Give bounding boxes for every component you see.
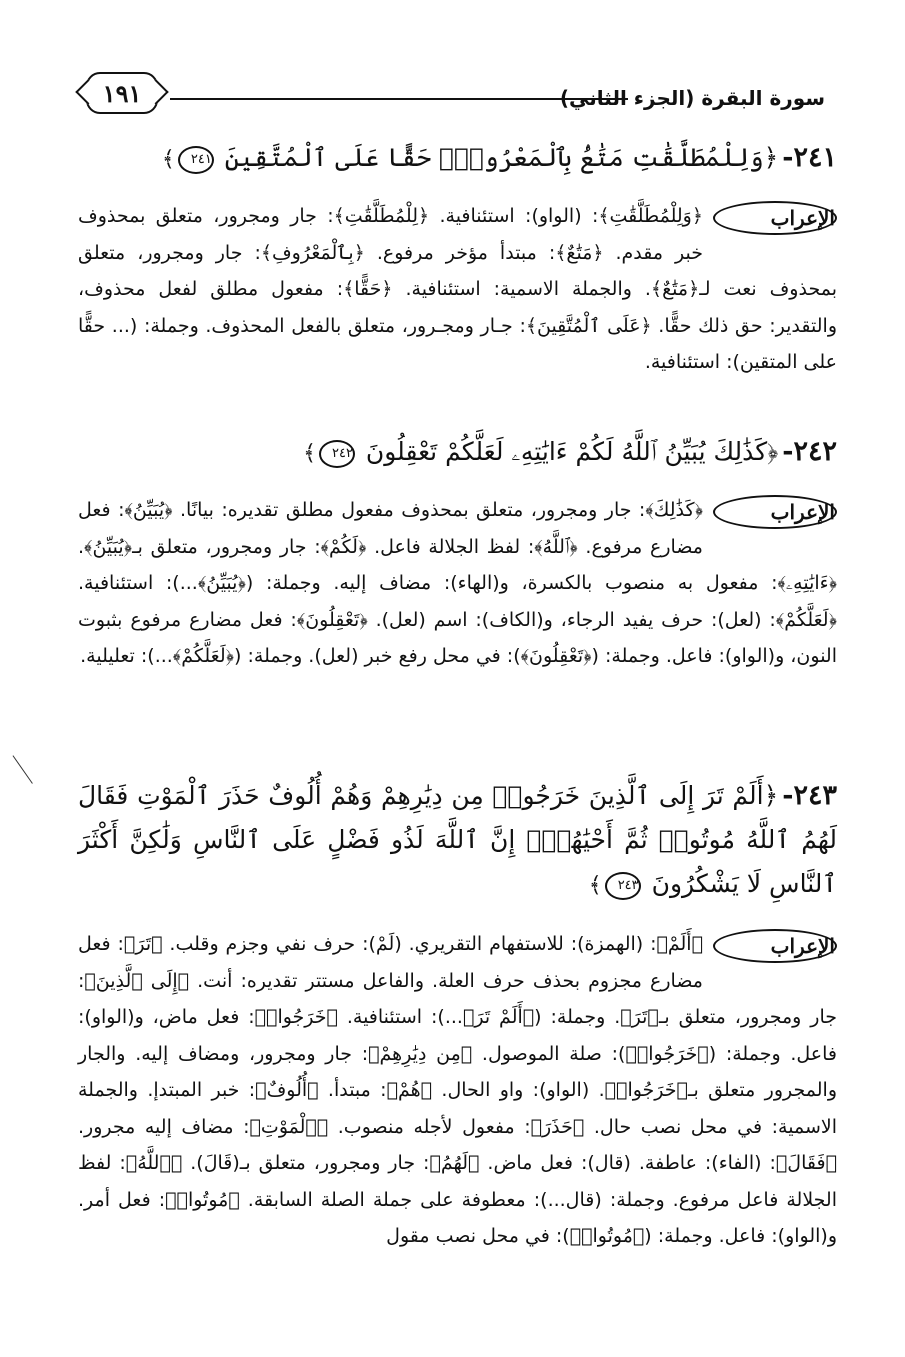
irab-block-243 [78, 926, 837, 1255]
verse-text: ﴿أَلَمْ تَرَ إِلَى ٱلَّذِينَ خَرَجُوا۟ مِن دِيَٰرِهِمْ وَهُمْ أُلُوفٌ حَذَرَ ٱلْمَوْتِ فَقَالَ لَهُمُ ٱللَّهُ مُوتُوا۟ ثُمَّ أَحْيَٰهُمْۚ إِنَّ ٱللَّهَ لَذُو فَضْلٍ عَلَى ٱلنَّاسِ وَلَٰكِنَّ أَكْثَرَ ٱلنَّاسِ لَا يَشْكُرُونَ [78, 781, 837, 898]
verse-text: ﴿كَذَٰلِكَ يُبَيِّنُ ٱللَّهُ لَكُمْ ءَايَٰتِهِۦ لَعَلَّكُمْ تَعْقِلُونَ [365, 437, 779, 466]
verse-number: ٢٤١- [782, 142, 837, 173]
verse-243 [78, 774, 837, 908]
irab-text: ﴿وَلِلْمُطَلَّقَٰتِ﴾: (الواو): استئنافية. ﴿لِلْمُطَلَّقَٰتِ﴾: جار ومجرور، متعلق بمحذوف خبر مقدم. ﴿مَتَٰعٌ﴾: مبتدأ مؤخر مرفوع. ﴿بِٱلْمَعْرُوفِ﴾: جار ومجرور، متعلق بمحذوف نعت لـ﴿مَتَٰعٌ﴾. والجملة الاسمية: استئنافية. ﴿حَقًّا﴾: مفعول مطلق لفعل محذوف، والتقدير: حق ذلك حقًّا. ﴿عَلَى ٱلْمُتَّقِينَ﴾: جـار ومجـرور، متعلق بالفعل المحذوف. وجملة: (... حقًّا على المتقين): استئنافية. [78, 205, 837, 373]
ayah-end-mark: ٢٤١ [178, 146, 214, 174]
irab-badge: الإعراب [713, 929, 837, 963]
irab-text: ﴿كَذَٰلِكَ﴾: جار ومجرور، متعلق بمحذوف مفعول مطلق تقديره: بيانًا. ﴿يُبَيِّنُ﴾: فعل مضارع مرفوع. ﴿ٱللَّهُ﴾: لفظ الجلالة فاعل. ﴿لَكُمْ﴾: جار ومجرور، متعلق بـ﴿يُبَيِّنُ﴾. ﴿ءَايَٰتِهِۦ﴾: مفعول به منصوب بالكسرة، و(الهاء): مضاف إليه. وجملة: (﴿يُبَيِّنُ﴾...): استئنافية. ﴿لَعَلَّكُمْ﴾: (لعل): حرف يفيد الرجاء، و(الكاف): اسم (لعل). ﴿تَعْقِلُونَ﴾: فعل مضارع مرفوع بثبوت النون، و(الواو): فاعل. وجملة: (﴿تَعْقِلُونَ﴾): في محل رفع خبر (لعل). وجملة: (﴿لَعَلَّكُمْ﴾...): تعليلية. [78, 499, 837, 667]
surah-title: سورة البقرة (الجزء الثاني) [559, 86, 825, 110]
verse-242 [78, 432, 837, 474]
irab-block-242 [78, 492, 837, 675]
closing-bracket: ﴾ [303, 441, 316, 466]
irab-text: ﴿أَلَمْ﴾: (الهمزة): للاستفهام التقريري. (لَمْ): حرف نفي وجزم وقلب. ﴿تَرَ﴾: فعل مضارع مجزوم بحذف حرف العلة. والفاعل مستتر تقديره: أنت. ﴿إِلَى ٱلَّذِينَ﴾: جار ومجرور، متعلق بـ﴿تَرَ﴾. وجملة: (﴿أَلَمْ تَرَ﴾...): استئنافية. ﴿خَرَجُوا۟﴾: فعل ماض، و(الواو): فاعل. وجملة: (﴿خَرَجُوا۟﴾): صلة الموصول. ﴿مِن دِيَٰرِهِمْ﴾: جار ومجرور، ومضاف إليه. والجار والمجرور متعلق بـ﴿خَرَجُوا۟﴾. (الواو): واو الحال. ﴿هُمْ﴾: مبتدأ. ﴿أُلُوفٌ﴾: خبر المبتدإ. والجملة الاسمية: في محل نصب حال. ﴿حَذَرَ﴾: مفعول لأجله منصوب. ﴿ٱلْمَوْتِ﴾: مضاف إليه مجرور. ﴿فَقَالَ﴾: (الفاء): عاطفة. (قال): فعل ماض. ﴿لَهُمُ﴾: جار ومجرور، متعلق بـ(قَالَ). ﴿ٱللَّهُ﴾: لفظ الجلالة فاعل مرفوع. وجملة: (قال...): معطوفة على جملة الصلة السابقة. ﴿مُوتُوا۟﴾: فعل أمر. و(الواو): فاعل. وجملة: (﴿مُوتُوا۟﴾): في محل نصب مقول [78, 933, 837, 1247]
header-rule [170, 98, 628, 100]
verse-number: ٢٤٣- [782, 780, 837, 811]
verse-number: ٢٤٢- [782, 436, 837, 467]
verse-241 [78, 138, 837, 180]
irab-block-241 [78, 198, 837, 381]
page-header [78, 68, 825, 124]
ayah-end-mark: ٢٤٣ [605, 872, 641, 900]
irab-badge: الإعراب [713, 495, 837, 529]
irab-badge: الإعراب [713, 201, 837, 235]
verse-text: ﴿وَلِلْمُطَلَّقَٰتِ مَتَٰعُۢ بِٱلْمَعْرُوفِۖ حَقًّا عَلَى ٱلْمُتَّقِينَ [224, 143, 779, 172]
closing-bracket: ﴾ [588, 873, 602, 898]
margin-pen-mark [13, 754, 35, 784]
page-number: ١٩١ [86, 72, 158, 114]
ayah-end-mark: ٢٤٢ [319, 440, 355, 468]
closing-bracket: ﴾ [161, 147, 175, 172]
